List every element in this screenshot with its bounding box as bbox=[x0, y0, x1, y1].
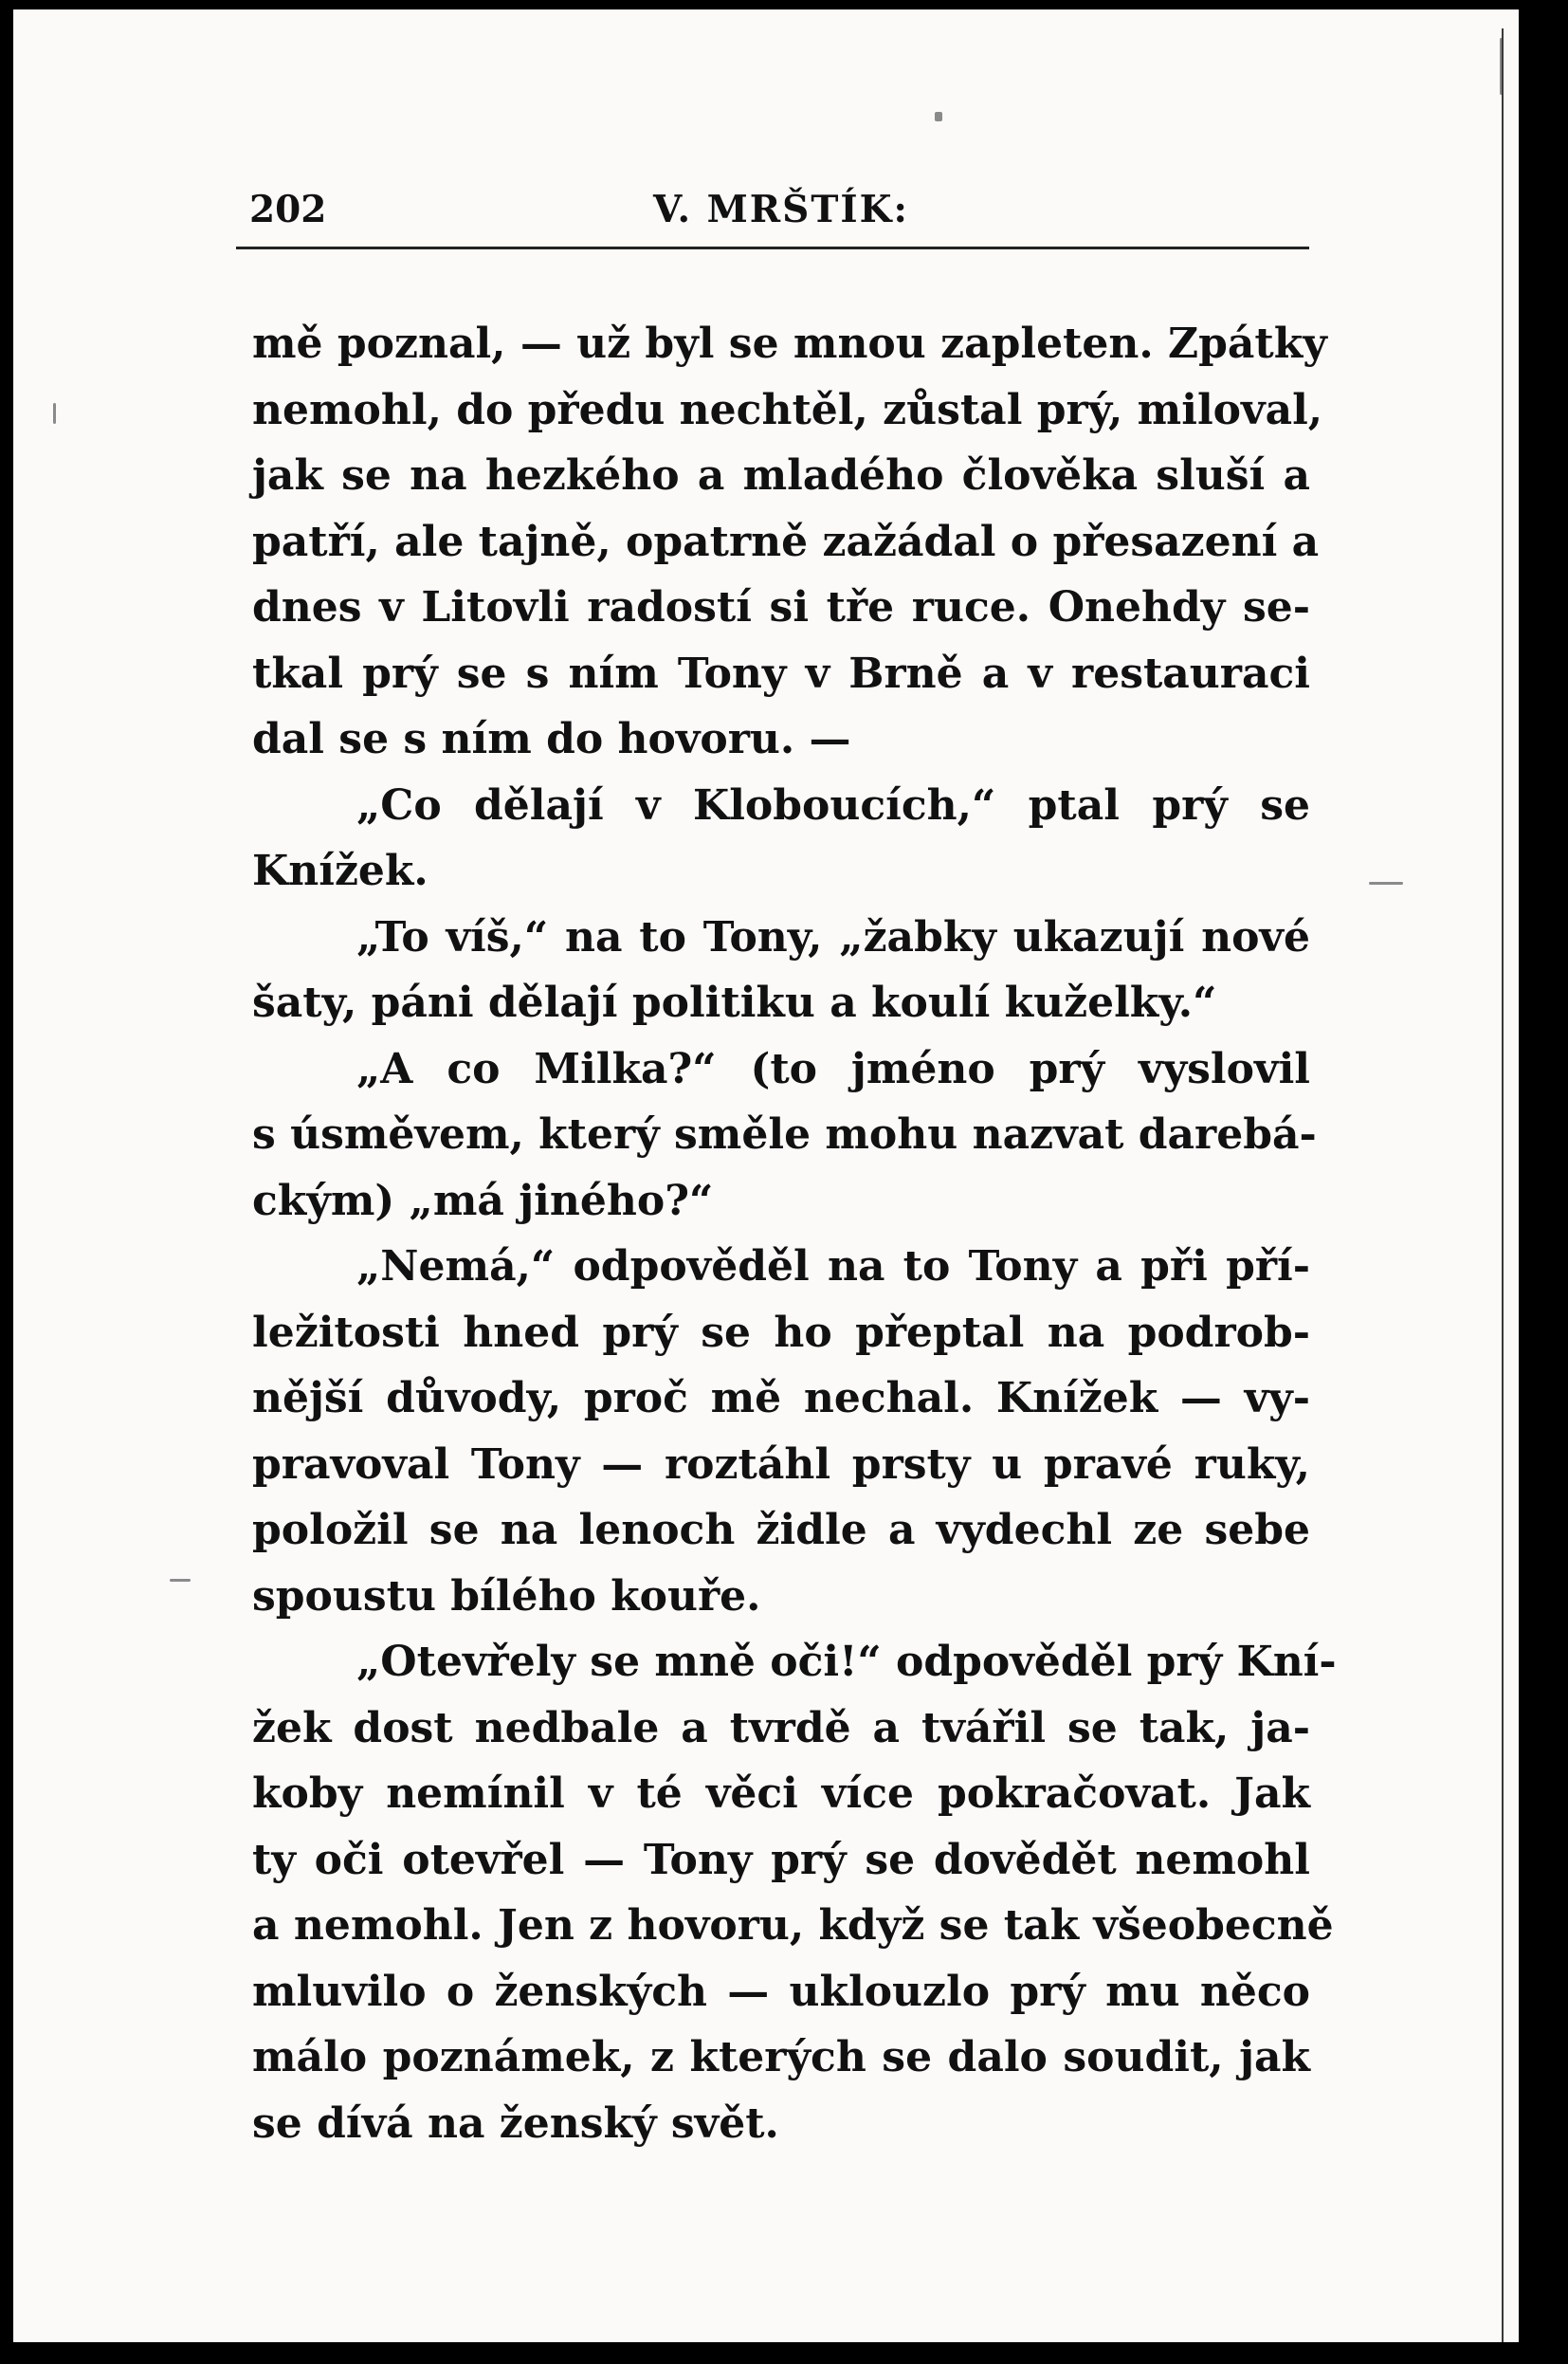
text-line: jak se na hezkého a mladého člověka sluší a bbox=[252, 451, 1310, 500]
text-line: mluvilo o ženských — uklouzlo prý mu něco bbox=[252, 1967, 1310, 2016]
scan-border bbox=[1547, 0, 1568, 2364]
text-line: mě poznal, — už byl se mnou zapleten. Zpátky bbox=[252, 320, 1327, 368]
page-number: 202 bbox=[249, 188, 327, 231]
scan-speck bbox=[53, 403, 56, 424]
text-line: nější důvody, proč mě nechal. Knížek — vy- bbox=[252, 1374, 1310, 1422]
text-line: málo poznámek, z kterých se dalo soudit, jak bbox=[252, 2033, 1310, 2081]
text-line: pravoval Tony — roztáhl prsty u pravé ruky, bbox=[252, 1439, 1310, 1489]
text-line: dnes v Litovli radostí si tře ruce. Onehdy se- bbox=[252, 583, 1310, 632]
page-edge-line bbox=[1502, 28, 1504, 2342]
text-line: „Co dělají v Kloboucích,“ ptal prý se bbox=[356, 780, 1310, 830]
text-line: ležitosti hned prý se ho přeptal na podrob- bbox=[252, 1308, 1310, 1357]
text-line: „To víš,“ na to Tony, „žabky ukazují nové bbox=[356, 912, 1310, 962]
text-line: žek dost nedbale a tvrdě a tvářil se tak, ja- bbox=[252, 1703, 1310, 1752]
text-line: patří, ale tajně, opatrně zažádal o přesazení a bbox=[252, 517, 1320, 566]
text-line: položil se na lenoch židle a vydechl ze sebe bbox=[252, 1506, 1310, 1554]
running-head bbox=[236, 180, 1307, 235]
text-line: šaty, páni dělají politiku a koulí kuželky.“ bbox=[252, 979, 1217, 1027]
text-line: se dívá na ženský svět. bbox=[252, 2098, 779, 2148]
scan-speck bbox=[935, 112, 942, 121]
text-line: dal se s ním do hovoru. — bbox=[252, 715, 851, 763]
text-line: nemohl, do předu nechtěl, zůstal prý, miloval, bbox=[252, 385, 1323, 434]
author-header: V. MRŠTÍK: bbox=[653, 188, 909, 231]
text-line: „Nemá,“ odpověděl na to Tony a při pří- bbox=[356, 1242, 1310, 1291]
header-rule bbox=[236, 247, 1309, 249]
book-page bbox=[13, 9, 1519, 2342]
body-text bbox=[252, 311, 1337, 2156]
text-line: s úsměvem, který směle mohu nazvat darebá- bbox=[252, 1110, 1317, 1159]
scan-speck bbox=[170, 1579, 191, 1582]
text-line: tkal prý se s ním Tony v Brně a v restauraci bbox=[252, 649, 1310, 698]
text-line: spoustu bílého kouře. bbox=[252, 1571, 761, 1621]
text-line: „Otevřely se mně oči!“ odpověděl prý Kní- bbox=[356, 1638, 1337, 1686]
text-line: ckým) „má jiného?“ bbox=[252, 1176, 714, 1225]
text-line: koby nemínil v té věci více pokračovat. Jak bbox=[252, 1769, 1310, 1818]
scan-speck bbox=[1369, 882, 1403, 885]
text-line: ty oči otevřel — Tony prý se dovědět nemohl bbox=[252, 1835, 1310, 1884]
text-line: a nemohl. Jen z hovoru, když se tak všeobecně bbox=[252, 1901, 1334, 1950]
text-line: „A co Milka?“ (to jméno prý vyslovil bbox=[356, 1044, 1310, 1093]
text-line: Knížek. bbox=[252, 847, 428, 895]
